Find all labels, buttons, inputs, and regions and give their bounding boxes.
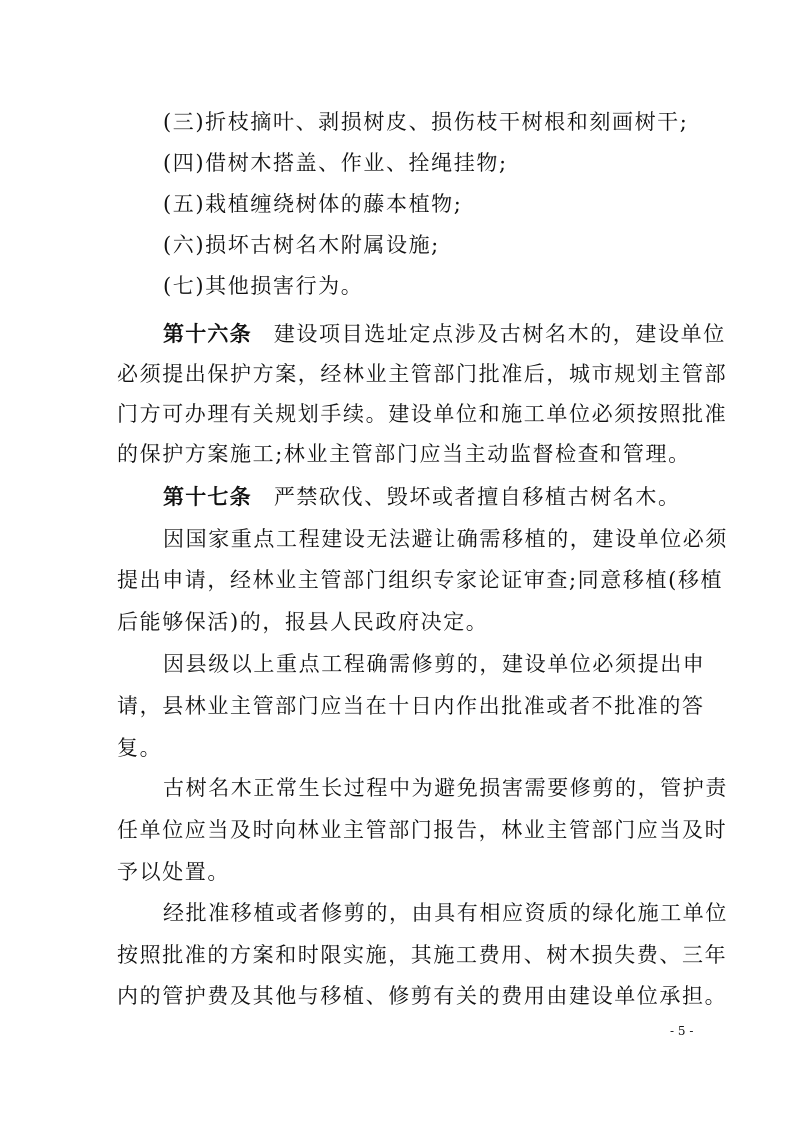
line-text: 因国家重点工程建设无法避让确需移植的，建设单位必须 [163, 527, 728, 551]
text-line [117, 565, 763, 595]
line-text: (五)栽植缠绕树体的藤本植物; [163, 192, 463, 216]
page-number: - 5 - [670, 1024, 694, 1038]
text-line [117, 857, 763, 887]
line-text: 提出申请，经林业主管部门组织专家论证审查;同意移植(移植 [117, 568, 724, 592]
text-line [163, 271, 763, 301]
text-line [163, 148, 763, 178]
line-text: (六)损坏古树名木附属设施; [163, 233, 440, 257]
line-text: 按照批准的方案和时限实施，其施工费用、树木损失费、三年 [117, 943, 728, 967]
line-text: 经批准移植或者修剪的，由具有相应资质的绿化施工单位 [163, 901, 728, 925]
text-line [117, 439, 763, 469]
line-text: 必须提出保护方案，经林业主管部门批准后，城市规划主管部 [117, 362, 728, 386]
line-text: 内的管护费及其他与移植、修剪有关的费用由建设单位承担。 [117, 984, 728, 1008]
text-line [117, 399, 763, 429]
text-line [163, 898, 763, 928]
text-line [117, 691, 763, 721]
line-text: 后能够保活)的，报县人民政府决定。 [117, 610, 489, 634]
line-text: 予以处置。 [117, 860, 230, 884]
text-line [117, 733, 763, 763]
text-line [163, 230, 763, 260]
line-text: 门方可办理有关规划手续。建设单位和施工单位必须按照批准 [117, 402, 728, 426]
text-line [163, 649, 763, 679]
line-text: 严禁砍伐、毁坏或者擅自移植古树名木。 [273, 485, 681, 509]
line-text: 复。 [117, 736, 163, 760]
text-line [117, 815, 763, 845]
text-line [163, 189, 763, 219]
text-line [117, 981, 763, 1011]
line-text: 的保护方案施工;林业主管部门应当主动监督检查和管理。 [117, 442, 691, 466]
text-line [117, 940, 763, 970]
text-line [163, 107, 763, 137]
text-line [163, 773, 763, 803]
line-text: (三)折枝摘叶、剥损树皮、损伤枝干树根和刻画树干; [163, 110, 689, 134]
text-line [117, 359, 763, 389]
line-text: (七)其他损害行为。 [163, 274, 364, 298]
text-line [163, 319, 763, 349]
line-text: 因县级以上重点工程确需修剪的，建设单位必须提出申 [163, 652, 706, 676]
text-line [163, 524, 763, 554]
article-heading: 第十六条 [163, 321, 252, 346]
line-text: (四)借树木搭盖、作业、拴绳挂物; [163, 151, 508, 175]
line-text: 建设项目选址定点涉及古树名木的，建设单位 [273, 322, 726, 346]
text-line [163, 482, 763, 512]
text-line [117, 607, 763, 637]
line-text: 请，县林业主管部门应当在十日内作出批准或者不批准的答 [117, 694, 705, 718]
line-text: 古树名木正常生长过程中为避免损害需要修剪的，管护责 [163, 776, 728, 800]
article-heading: 第十七条 [163, 484, 252, 509]
line-text: 任单位应当及时向林业主管部门报告，林业主管部门应当及时 [117, 818, 728, 842]
